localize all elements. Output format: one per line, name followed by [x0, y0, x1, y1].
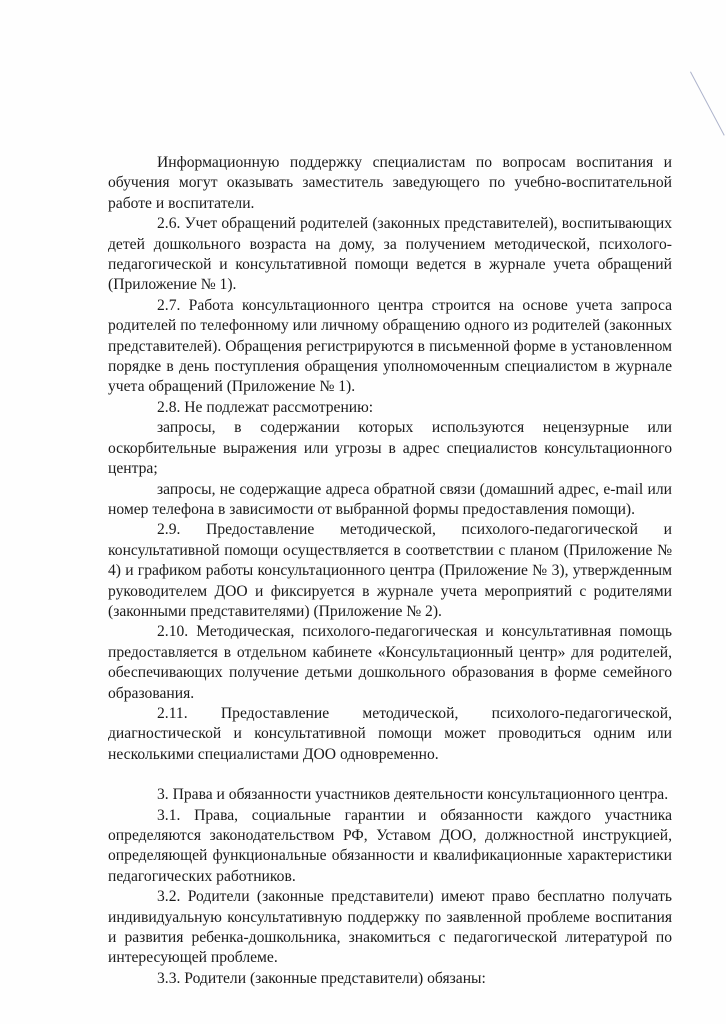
paragraph-3-1: 3.1. Права, социальные гарантии и обязанности каждого участника определяются законодательством РФ, Уставом ДОО, должностной инструкцией, определяющей функциональные обязанности и квалификационные характеристики педагогических работников. — [108, 806, 672, 885]
paragraph-info-support: Информационную поддержку специалистам по вопросам воспитания и обучения могут оказывать заместитель заведующего по учебно-воспитательной работе и воспитатели. — [108, 154, 672, 212]
section-spacer — [108, 765, 672, 785]
paragraph-2-8-item-b: запросы, не содержащие адреса обратной связи (домашний адрес, e-mail или номер телефона в зависимости от выбранной формы предоставления помощи). — [108, 480, 672, 518]
paragraph-3-3: 3.3. Родители (законные представители) обязаны: — [157, 969, 486, 987]
paragraph-2-10: 2.10. Методическая, психолого-педагогическая и консультативная помощь предоставляется в отдельном кабинете «Консультационный центр» для родителей, обеспечивающих получение детьми дошкольного образования в форме семейного образования. — [108, 623, 672, 702]
paragraph-2-6: 2.6. Учет обращений родителей (законных представителей), воспитывающих детей дошкольного возраста на дому, за получением методической, психолого-педагогической и консультативной помощи ведется в журнале учета обращений (Приложение № 1). — [108, 215, 672, 294]
scan-pen-mark — [690, 72, 725, 136]
paragraph-3-2: 3.2. Родители (законные представители) имеют право бесплатно получать индивидуальную консультативную поддержку по заявленной проблеме воспитания и развития ребенка-дошкольника, знакомиться с педагогической литературой по интересующей проблеме. — [108, 888, 672, 967]
document-page — [108, 153, 672, 989]
paragraph-2-8: 2.8. Не подлежат рассмотрению: — [157, 398, 374, 416]
paragraph-2-9: 2.9. Предоставление методической, психолого-педагогической и консультативной помощи осуществляется в соответствии с планом (Приложение № 4) и графиком работы консультационного центра (Приложение № 3), утвержденным руководителем ДОО и фиксируется в журнале учета мероприятий с родителями (законными представителями) (Приложение № 2). — [108, 521, 672, 620]
paragraph-2-11: 2.11. Предоставление методической, психолого-педагогической, диагностической и консультативной помощи может проводиться одним или несколькими специалистами ДОО одновременно. — [108, 704, 672, 763]
paragraph-2-7: 2.7. Работа консультационного центра строится на основе учета запроса родителей по телефонному или личному обращению одного из родителей (законных представителей). Обращения регистрируются в письменной форме в установленном порядке в день поступления обращения уполномоченным специалистом в журнале учета обращений (Приложение № 1). — [108, 296, 672, 396]
section-3-heading: 3. Права и обязанности участников деятельности консультационного центра. — [157, 786, 669, 804]
paragraph-2-8-item-a: запросы, в содержании которых используются нецензурные или оскорбительные выражения или угрозы в адрес специалистов консультационного центра; — [108, 419, 672, 478]
